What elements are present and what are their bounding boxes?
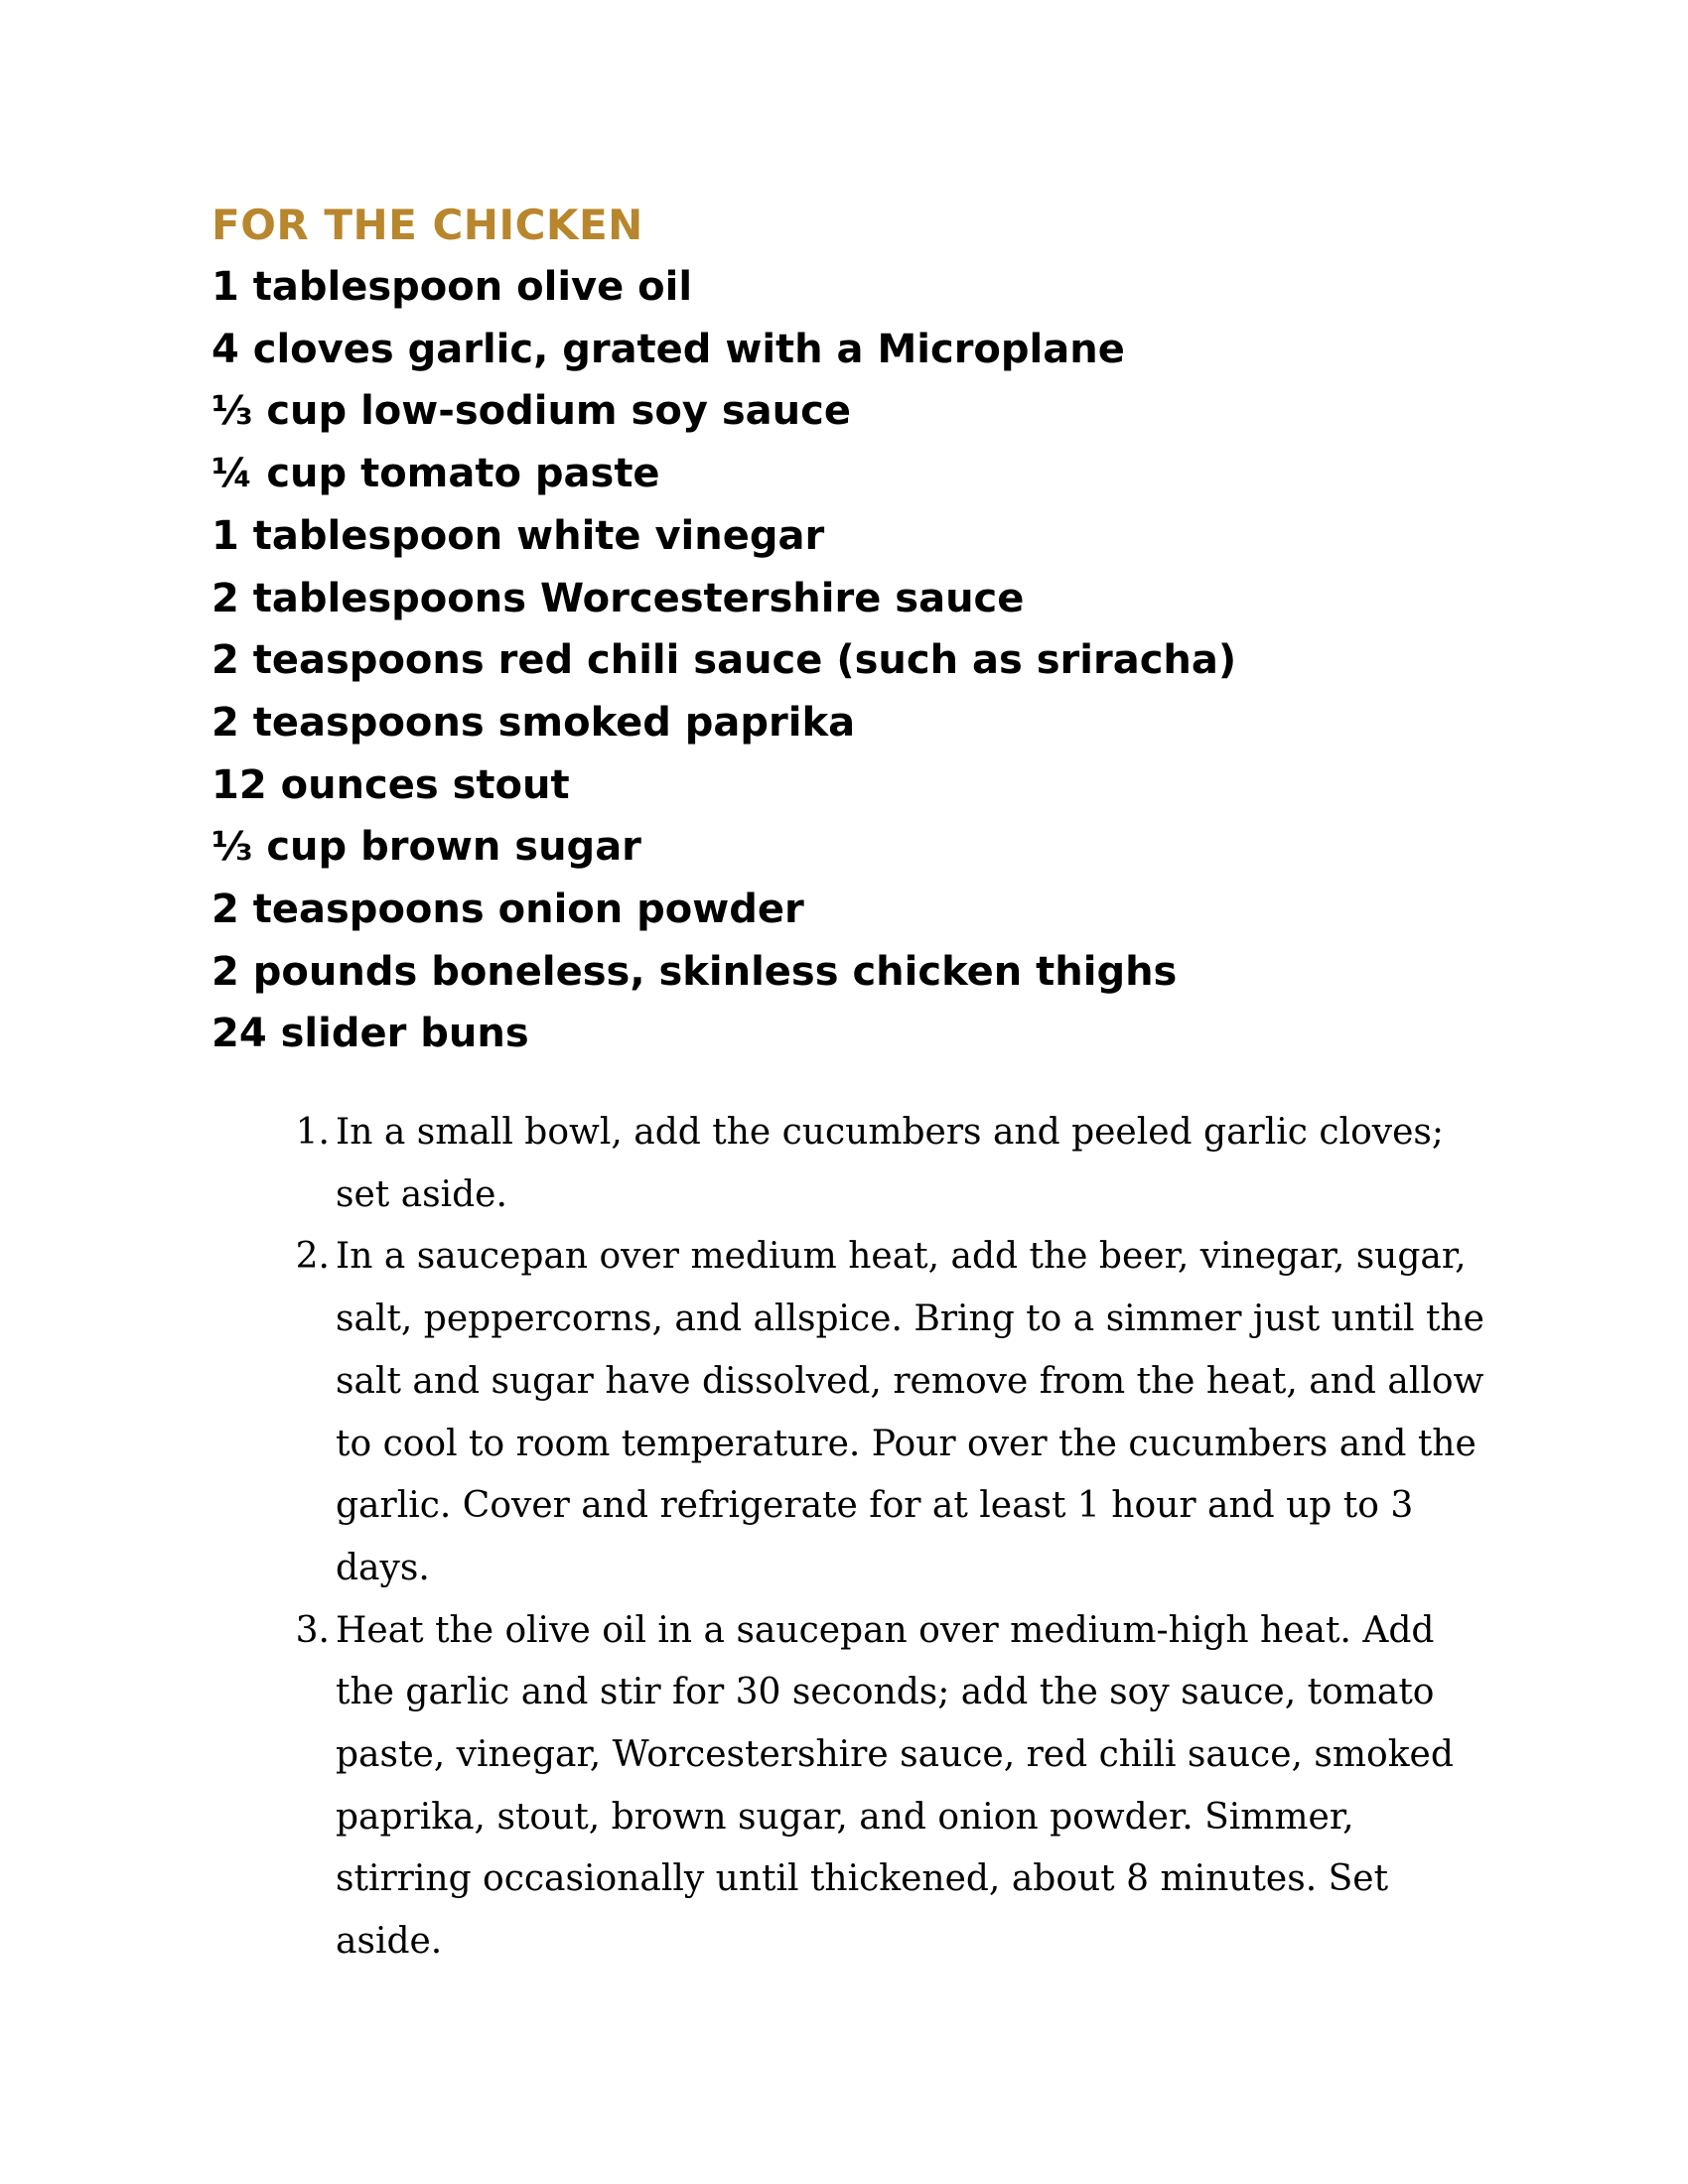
section-heading: FOR THE CHICKEN [211,201,643,249]
ingredient-item: 2 teaspoons onion powder [211,887,804,933]
step-text: In a saucepan over medium heat, add the beer, vinegar, sugar, salt, peppercorns, and allspice. Bring to a simmer just until the salt and sugar have dissolved, remove from the heat, and allow to cool to room temperature. Pour over the cucumbers and the garlic. Cover and refrigerate for at least 1 hour and up to 3 days. [336,1236,1484,1588]
instruction-step [295,1600,1487,1974]
ingredient-item: 1 tablespoon olive oil [211,264,693,310]
ingredient-item: 12 ounces stout [211,761,570,808]
instruction-step [295,1102,1487,1226]
step-number: 1. [295,1112,330,1153]
ingredient-item: 2 teaspoons smoked paprika [211,699,856,746]
ingredient-item: 2 tablespoons Worcestershire sauce [211,575,1025,621]
ingredient-item: ⅓ cup low-sodium soy sauce [211,388,851,435]
step-number: 2. [295,1236,330,1278]
ingredient-list [211,256,1236,1065]
ingredient-item: 1 tablespoon white vinegar [211,512,825,559]
step-number: 3. [295,1609,330,1651]
ingredient-item: 2 pounds boneless, skinless chicken thighs [211,948,1178,995]
ingredient-item: ⅓ cup brown sugar [211,824,641,871]
ingredient-item: 2 teaspoons red chili sauce (such as sriracha) [211,637,1237,684]
step-text: In a small bowl, add the cucumbers and peeled garlic cloves; set aside. [336,1112,1444,1215]
ingredient-item: ¼ cup tomato paste [211,451,660,497]
ingredient-item: 4 cloves garlic, grated with a Microplane [211,326,1125,372]
ingredient-item: 24 slider buns [211,1011,529,1057]
instruction-list [295,1102,1487,1974]
instruction-step [295,1226,1487,1599]
step-text: Heat the olive oil in a saucepan over medium-high heat. Add the garlic and stir for 30 seconds; add the soy sauce, tomato paste, vinegar, Worcestershire sauce, red chili sauce, smoked paprika, stout, brown sugar, and onion powder. Simmer, stirring occasionally until thickened, about 8 minutes. Set aside. [336,1609,1454,1963]
